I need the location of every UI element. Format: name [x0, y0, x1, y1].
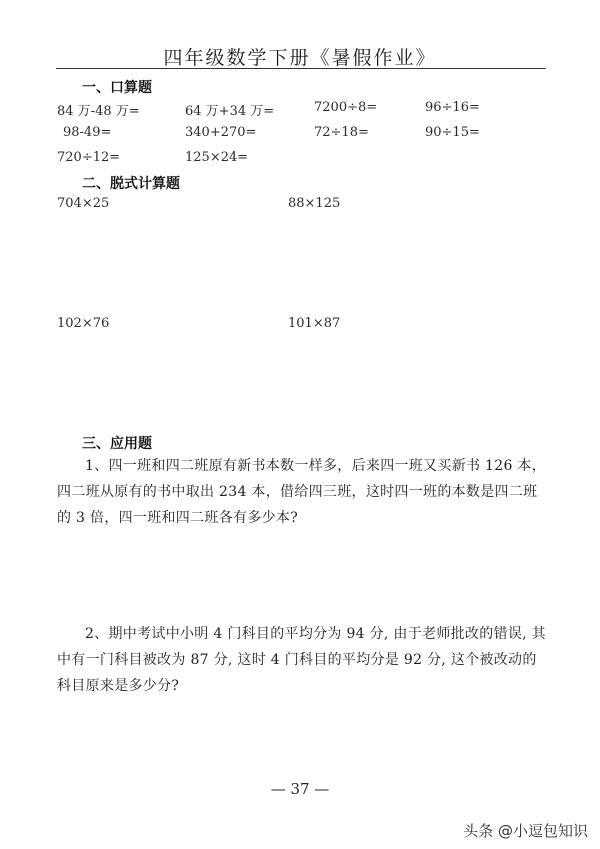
- oral-question: 84 万-48 万=: [57, 104, 140, 119]
- oral-question: 90÷15=: [425, 125, 480, 140]
- oral-question: 125×24=: [185, 150, 249, 165]
- page-title: 四年级数学下册《暑假作业》: [163, 47, 437, 69]
- stepwise-problem: 101×87: [288, 316, 341, 331]
- oral-question: 720÷12=: [57, 150, 121, 165]
- header-rule: [56, 68, 546, 69]
- stepwise-problem: 704×25: [57, 196, 110, 211]
- section-heading-word-problems: 三、应用题: [82, 436, 152, 452]
- stepwise-problem: 88×125: [288, 196, 341, 211]
- oral-question: 72÷18=: [314, 125, 369, 140]
- word-problem-1: 1、四一班和四二班原有新书本数一样多，后来四一班又买新书 126 本，四二班从原有的书中取出 234 本，借给四三班，这时四一班的本数是四二班的 3 倍，四一班和四二班各有多少本?: [57, 458, 547, 526]
- oral-question: 340+270=: [185, 125, 257, 140]
- oral-question: 98-49=: [63, 125, 112, 140]
- word-problem-2: 2、期中考试中小明 4 门科目的平均分为 94 分, 由于老师批改的错误, 其中有一门科目被改为 87 分, 这时 4 门科目的平均分是 92 分, 这个被改动的科目原来是多少分?: [57, 626, 546, 694]
- oral-question: 64 万+34 万=: [185, 104, 275, 119]
- oral-question: 96÷16=: [425, 100, 480, 115]
- section-heading-oral: 一、口算题: [82, 80, 152, 96]
- watermark: [463, 820, 588, 841]
- page-number: — 37 —: [270, 780, 330, 798]
- watermark-text: 头条 @小逗包知识: [463, 822, 588, 840]
- oral-question: 7200÷8=: [314, 100, 378, 115]
- stepwise-problem: 102×76: [57, 316, 110, 331]
- section-heading-stepwise: 二、脱式计算题: [82, 176, 180, 192]
